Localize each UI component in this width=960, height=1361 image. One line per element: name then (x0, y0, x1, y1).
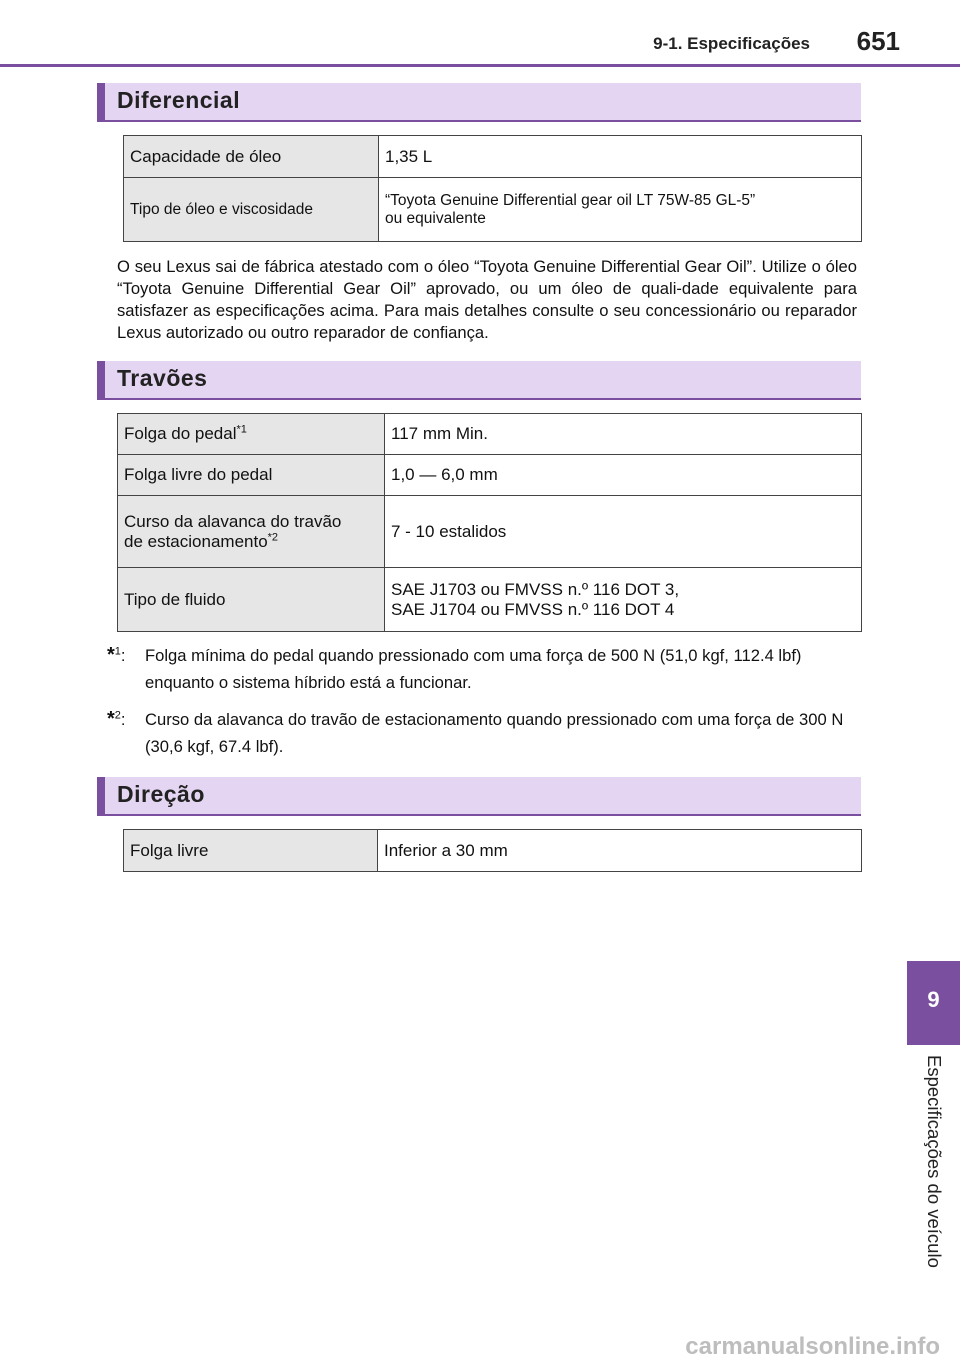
table-cell-value (379, 178, 862, 242)
table-row (118, 414, 862, 455)
footnote-ref: *1 (236, 423, 247, 436)
table-cell-label: Capacidade de óleo (124, 136, 379, 178)
section-accent (97, 777, 105, 816)
value-line: “Toyota Genuine Differential gear oil LT 75W-85 GL-5” (385, 191, 756, 209)
table-cell-label: Tipo de fluido (118, 568, 385, 632)
table-direcao (123, 829, 862, 872)
label-text: Folga do pedal (124, 424, 237, 444)
table-diferencial (123, 135, 862, 242)
table-travoes (117, 413, 862, 632)
section-title: Diferencial (117, 87, 241, 113)
label-line: de estacionamento (124, 531, 268, 551)
value-line: SAE J1703 ou FMVSS n.º 116 DOT 3, (391, 579, 680, 599)
footnote-2 (107, 706, 859, 760)
table-cell-label (118, 496, 385, 568)
footnote-mark: *$^2$: (107, 708, 126, 730)
header-section-title: 9-1. Especificações (653, 34, 810, 53)
footnote-text: Curso da alavanca do travão de estacionamento quando pressionado com uma força de 300 N (30,6 kgf, 67.4 lbf). (145, 710, 844, 756)
table-cell-value: 117 mm Min. (385, 414, 862, 455)
section-heading-direcao (97, 777, 861, 816)
table-cell-label (118, 414, 385, 455)
table-cell-value: Inferior a 30 mm (378, 830, 862, 872)
watermark: carmanualsonline.info (685, 1333, 940, 1360)
table-row (124, 830, 862, 872)
chapter-label-text: Especificações do veículo (924, 1055, 945, 1268)
chapter-tab (907, 961, 960, 1045)
footnote-1 (107, 642, 859, 696)
section-heading-travoes (97, 361, 861, 400)
table-row (124, 136, 862, 178)
table-row (118, 496, 862, 568)
table-cell-value: 1,0 — 6,0 mm (385, 455, 862, 496)
section-accent (97, 361, 105, 400)
label-line: Curso da alavanca do travão (124, 511, 342, 531)
page-number: 651 (856, 26, 900, 56)
value-line: SAE J1704 ou FMVSS n.º 116 DOT 4 (391, 599, 675, 619)
table-cell-label: Folga livre (124, 830, 378, 872)
table-cell-label: Tipo de óleo e viscosidade (124, 178, 379, 242)
table-cell-value (385, 568, 862, 632)
diferencial-note: O seu Lexus sai de fábrica atestado com o óleo “Toyota Genuine Differential Gear Oil”. Utilize o óleo “Toyota Genuine Differential Gear Oil” aprovado, ou um óleo de quali-dade equivalente para satisfazer as especificações acima. Para mais detalhes consulte o seu concessionário ou reparador Lexus autorizado ou outro reparador de confiança. (117, 257, 857, 342)
section-heading-diferencial (97, 83, 861, 122)
table-row (118, 455, 862, 496)
footnote-text: Folga mínima do pedal quando pressionado com uma força de 500 N (51,0 kgf, 112.4 lbf) enquanto o sistema híbrido está a funcionar. (145, 646, 802, 692)
chapter-number: 9 (927, 987, 940, 1012)
section-title: Travões (117, 365, 208, 391)
header-rule (0, 64, 960, 67)
chapter-label (917, 1055, 951, 1295)
page-header (0, 0, 960, 66)
table-cell-value: 1,35 L (379, 136, 862, 178)
value-line: ou equivalente (385, 209, 486, 227)
table-cell-label: Folga livre do pedal (118, 455, 385, 496)
table-row (118, 568, 862, 632)
section-title: Direção (117, 781, 205, 807)
footnote-ref: *2 (267, 530, 279, 543)
table-row (124, 178, 862, 242)
footnote-mark: *$^1$: (107, 644, 126, 666)
table-cell-value: 7 - 10 estalidos (385, 496, 862, 568)
section-accent (97, 83, 105, 122)
